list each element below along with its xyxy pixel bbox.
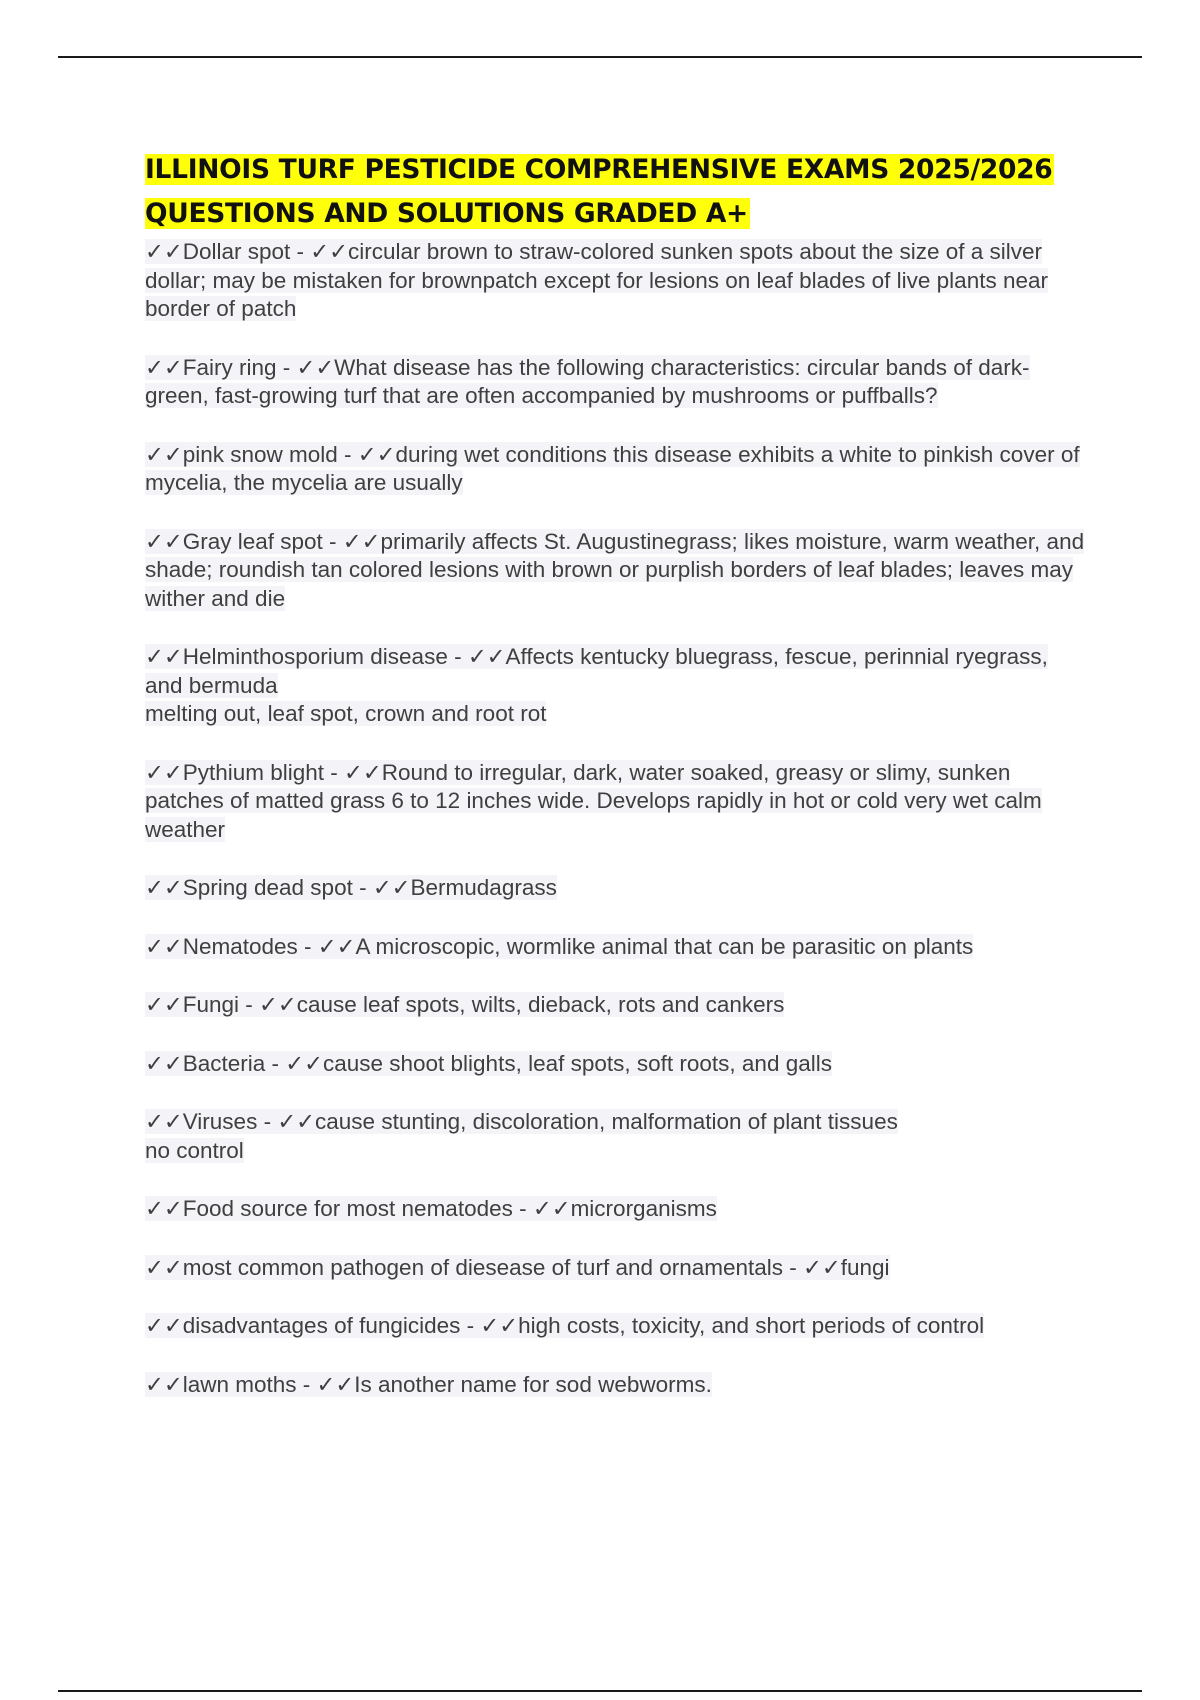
qa-extra-line: [145, 1137, 1090, 1166]
document-title-text: ILLINOIS TURF PESTICIDE COMPREHENSIVE EXAMS 2025/2026 QUESTIONS AND SOLUTIONS GRADED A+: [145, 154, 1053, 229]
qa-entry-2: [145, 354, 1090, 411]
qa-text: ✓✓lawn moths - ✓✓Is another name for sod webworms.: [145, 1371, 712, 1397]
qa-text: ✓✓Gray leaf spot - ✓✓primarily affects St. Augustinegrass; likes moisture, warm weather, and shade; roundish tan colored lesions with brown or purplish borders of leaf blades; leaves may wither and die: [145, 528, 1085, 611]
header-rule: [58, 56, 1142, 58]
qa-text: ✓✓Bacteria - ✓✓cause shoot blights, leaf spots, soft roots, and galls: [145, 1050, 832, 1076]
qa-entry-13: [145, 1254, 1090, 1283]
qa-text: ✓✓Food source for most nematodes - ✓✓microrganisms: [145, 1196, 717, 1221]
qa-entry-3: [145, 441, 1090, 498]
qa-entry-9: [145, 991, 1090, 1020]
qa-entry-1: [145, 238, 1090, 324]
qa-text: ✓✓Fungi - ✓✓cause leaf spots, wilts, dieback, rots and cankers: [145, 992, 785, 1017]
qa-extra-text: no control: [145, 1137, 244, 1163]
qa-entry-15: [145, 1371, 1090, 1400]
qa-text: ✓✓disadvantages of fungicides - ✓✓high costs, toxicity, and short periods of control: [145, 1313, 985, 1338]
qa-text: ✓✓Spring dead spot - ✓✓Bermudagrass: [145, 875, 557, 900]
qa-text: ✓✓Viruses - ✓✓cause stunting, discoloration, malformation of plant tissues: [145, 1109, 898, 1134]
qa-text: ✓✓pink snow mold - ✓✓during wet conditions this disease exhibits a white to pinkish cover of mycelia, the mycelia are usually: [145, 441, 1080, 495]
qa-entry-6: [145, 759, 1090, 845]
document-body: [145, 148, 1090, 1429]
qa-extra-line: [145, 700, 1090, 729]
qa-text: ✓✓most common pathogen of diesease of turf and ornamentals - ✓✓fungi: [145, 1254, 890, 1280]
qa-text: ✓✓Pythium blight - ✓✓Round to irregular, dark, water soaked, greasy or slimy, sunken patches of matted grass 6 to 12 inches wide. Develops rapidly in hot or cold very wet calm weather: [145, 759, 1042, 842]
qa-text: ✓✓Nematodes - ✓✓A microscopic, wormlike animal that can be parasitic on plants: [145, 933, 974, 959]
footer-rule: [58, 1690, 1142, 1692]
qa-entry-11: [145, 1108, 1090, 1165]
qa-entry-12: [145, 1195, 1090, 1224]
qa-text: ✓✓Fairy ring - ✓✓What disease has the following characteristics: circular bands of dark-green, fast-growing turf that are often accompanied by mushrooms or puffballs?: [145, 354, 1030, 408]
document-title: [145, 148, 1090, 236]
qa-entry-5: [145, 643, 1090, 729]
qa-entry-8: [145, 933, 1090, 962]
qa-entry-4: [145, 528, 1090, 614]
qa-text: ✓✓Helminthosporium disease - ✓✓Affects kentucky bluegrass, fescue, perinnial ryegrass, and bermuda: [145, 644, 1048, 698]
qa-extra-text: melting out, leaf spot, crown and root rot: [145, 701, 547, 726]
qa-entry-7: [145, 874, 1090, 903]
qa-text: ✓✓Dollar spot - ✓✓circular brown to straw-colored sunken spots about the size of a silver dollar; may be mistaken for brownpatch except for lesions on leaf blades of live plants near border of patch: [145, 239, 1048, 321]
qa-entry-10: [145, 1050, 1090, 1079]
qa-entry-14: [145, 1312, 1090, 1341]
